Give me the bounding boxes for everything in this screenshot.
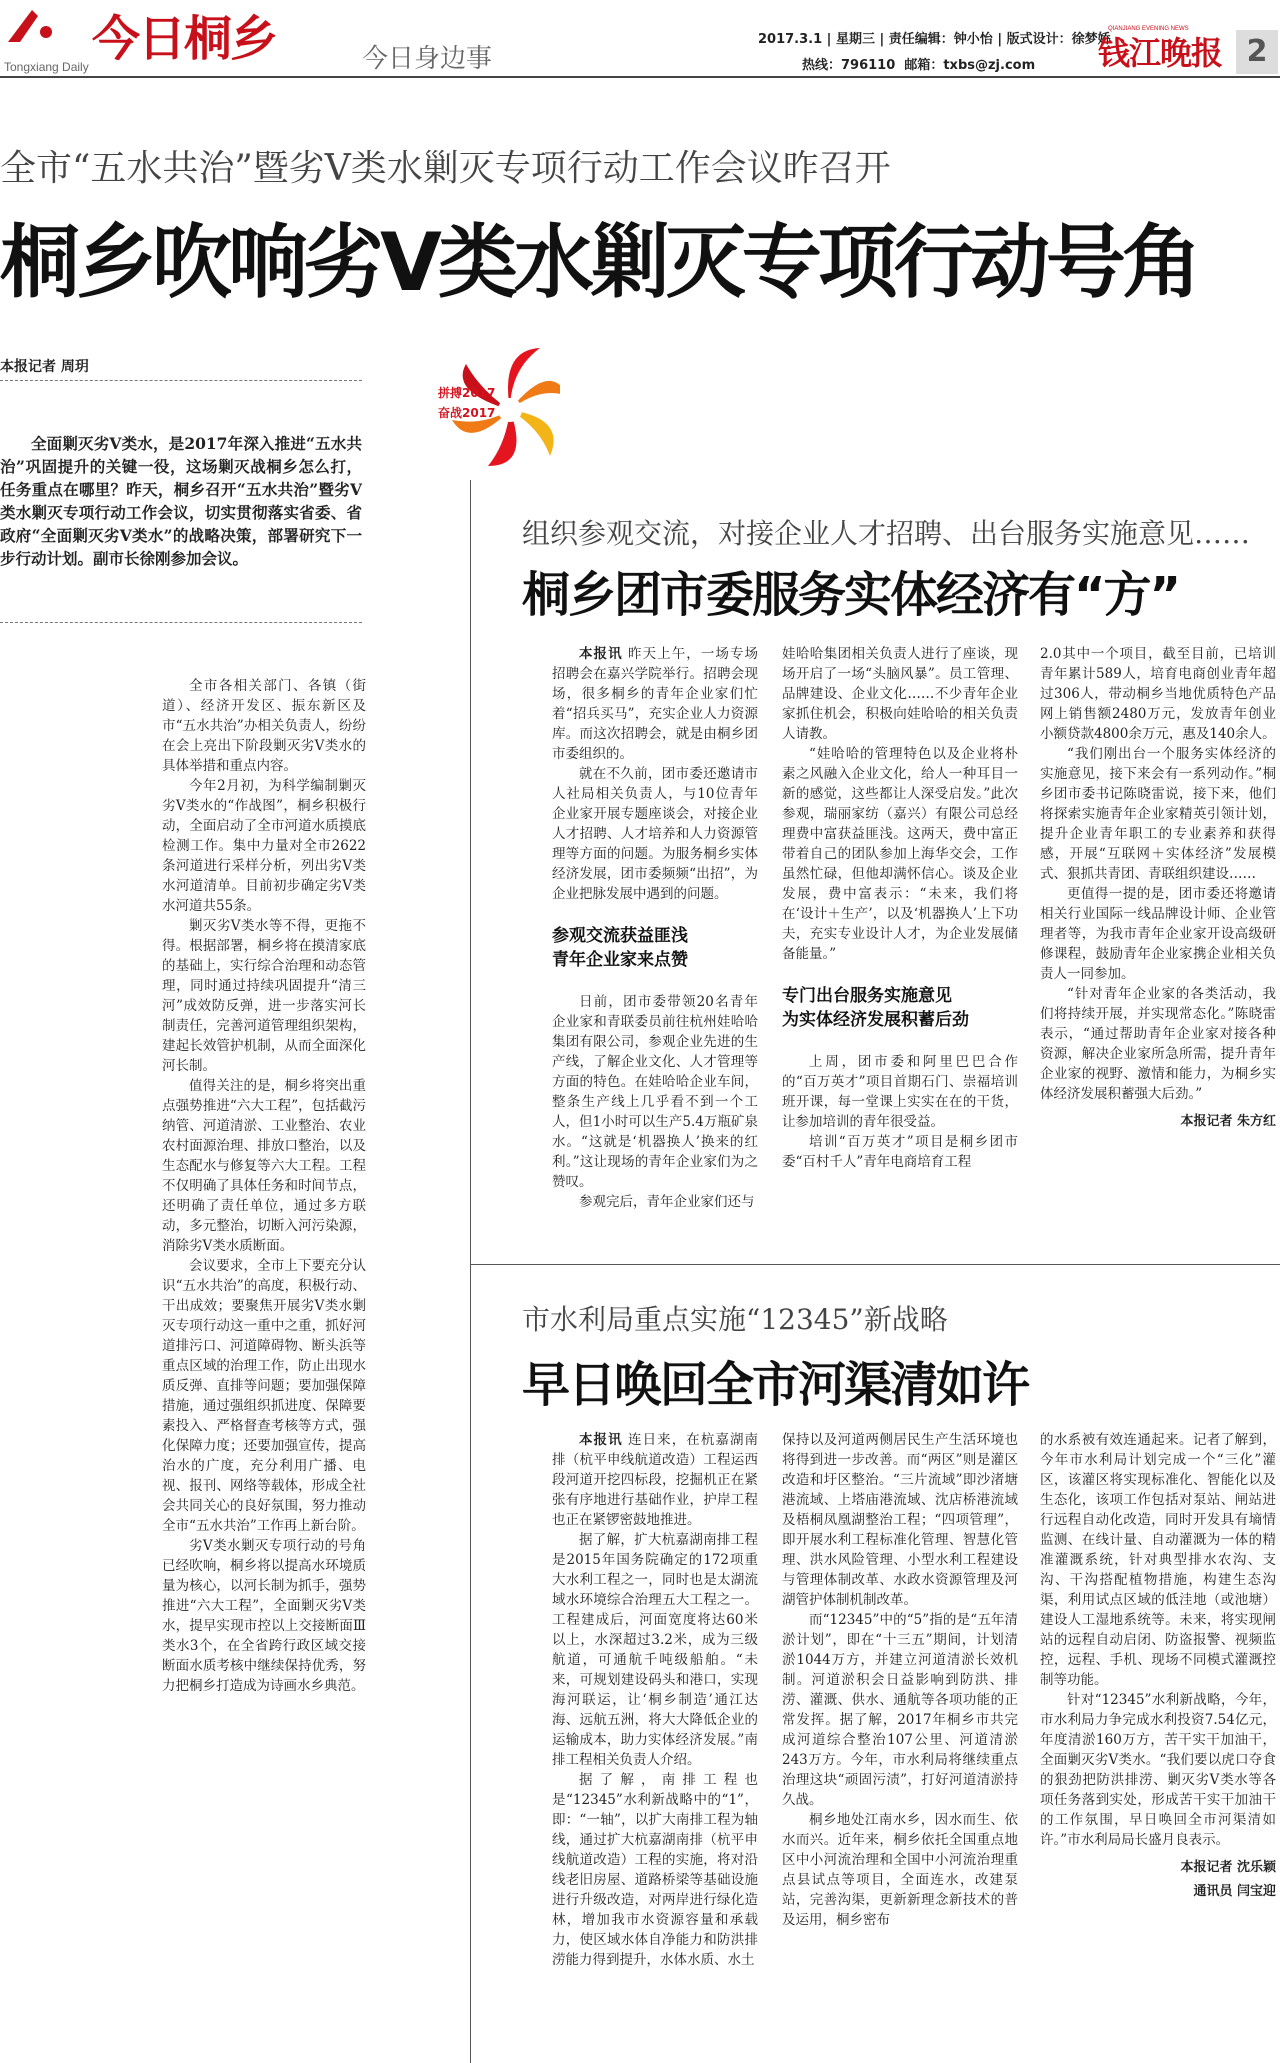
- story3-headline: 早日唤回全市河渠清如许: [522, 1357, 1029, 1413]
- contact-meta: [802, 54, 1035, 73]
- story2-col3: [1040, 644, 1276, 1132]
- story3-col3: [1040, 1430, 1276, 1902]
- page-number: 2: [1236, 30, 1278, 74]
- paragraph: 的水系被有效连通起来。记者了解到，今年市水利局计划完成一个“三化”灌区，该灌区将实现标准化、智能化以及生态化，该项工作包括对泵站、闸站进行远程自动化改造，同时开发具有墒情监测、在线计量、自动灌溉为一体的精准灌溉系统，针对典型排水农沟、支沟、干沟搭配植物措施，构建生态沟渠，利用试点区域的低洼地（或池塘）建设人工湿地系统等。未来，将实现闸站的远程自动启闭、防盗报警、视频监控，远程、手机、现场不同模式灌溉控制等功能。: [1040, 1432, 1276, 1688]
- masthead-divider: [0, 76, 1280, 78]
- story1-headline: 桐乡吹响劣Ⅴ类水剿灭专项行动号角: [0, 216, 1198, 309]
- story1-body: [162, 676, 366, 1696]
- lead-text: 昨天上午，一场专场招聘会在嘉兴学院举行。招聘会现场，很多桐乡的青年企业家们忙着“招兵买马”，充实企业人力资源库。而这次招聘会，就是由桐乡团市委组织的。: [552, 646, 759, 762]
- paragraph: 更值得一提的是，团市委还将邀请相关行业国际一线品牌设计师、企业管理者等，为我市青年企业家开设高级研修课程，鼓励青年企业家携企业相关负责人一同参加。: [1040, 886, 1276, 982]
- badge-line1: 拼搏2017: [438, 386, 496, 400]
- story3-kicker: 市水利局重点实施“12345”新战略: [522, 1303, 948, 1336]
- paragraph: 针对“12345”水利新战略，今年，市水利局力争完成水利投资7.54亿元，年度清淤160万方，苦干实干加油干，全面剿灭劣Ⅴ类水。“我们要以虎口夺食的狠劲把防洪排涝、剿灭劣Ⅴ类水等各项任务落到实处，形成苦干实干加油干的工作氛围，早日唤回全市河渠清如许。”市水利局局长盛月良表示。: [1040, 1692, 1276, 1848]
- brand-en: QIANJIANG EVENING NEWS: [1108, 26, 1189, 32]
- issue-weekday: 星期三: [835, 32, 875, 47]
- story2-col1: [552, 644, 758, 1212]
- badge-line2: 奋战2017: [438, 406, 496, 420]
- story1-kicker: 全市“五水共治”暨劣Ⅴ类水剿灭专项行动工作会议昨召开: [0, 148, 891, 189]
- paragraph: “针对青年企业家的各类活动，我们将持续开展，并实现常态化。”陈晓雷表示，“通过帮助青年企业家对接各种资源，解决企业家所急所需，提升青年企业家的视野、激情和能力，为桐乡实体经济发展积蓄强大后劲。”: [1040, 986, 1276, 1102]
- paragraph: 娃哈哈集团相关负责人进行了座谈，现场开启了一场“头脑风暴”。员工管理、品牌建设、企业文化……不少青年企业家抓住机会，积极向娃哈哈的相关负责人请教。: [782, 646, 1018, 742]
- news-label: 本报讯: [579, 646, 623, 662]
- paragraph: 2.0其中一个项目，截至目前，已培训青年累计589人，培育电商创业青年超过306人，带动桐乡当地优质特色产品网上销售额2480万元，发放青年创业小额贷款4800余万元，惠及140余人。: [1040, 646, 1276, 742]
- issue-date: 2017.3.1: [758, 32, 823, 47]
- paragraph: 劣Ⅴ类水剿灭专项行动的号角已经吹响，桐乡将以提高水环境质量为核心，以河长制为抓手，强势推进“六大工程”，全面剿灭劣Ⅴ类水，提早实现市控以上交接断面Ⅲ类水3个，在全省跨行政区域交接断面水质考核中继续保持优秀，努力把桐乡打造成为诗画水乡典范。: [162, 1538, 366, 1694]
- paragraph: 参观完后，青年企业家们还与: [579, 1194, 755, 1210]
- story2-signature: 本报记者 朱方红: [1180, 1114, 1276, 1129]
- paper-name: 今日桐乡: [92, 11, 277, 67]
- paragraph: “娃哈哈的管理特色以及企业将朴素之风融入企业文化，给人一种耳目一新的感觉，这些都让人深受启发。”此次参观，瑞丽家纺（嘉兴）有限公司总经理费中富获益匪浅。这两天，费中富正带着自己的团队参加上海华交会，工作虽然忙碌，但他却满怀信心。谈及企业发展，费中富表示：“未来，我们将在‘设计＋生产’，以及‘机器换人’上下功夫，充实专业设计人才，为企业发展储备能量。”: [782, 746, 1018, 962]
- paragraph: 据了解，南排工程也是“12345”水利新战略中的“1”，即：“一轴”，以扩大南排工程为轴线，通过扩大杭嘉湖南排（杭平申线航道改造）工程的实施，将对沿线老旧房屋、道路桥梁等基础设施进行升级改造，对两岸进行绿化造林，增加我市水资源容量和承载力，使区域水体自净能力和防洪排涝能力得到提升，水体水质、水土: [552, 1772, 758, 1968]
- paragraph: “我们刚出台一个服务实体经济的实施意见，接下来会有一系列动作。”桐乡团市委书记陈晓雷说，接下来，他们将探索实施青年企业家精英引领计划，提升企业青年职工的专业素养和获得感，开展“互联网＋实体经济”发展模式、狠抓共青团、青联组织建设……: [1040, 746, 1276, 882]
- story3-signature-correspondent: 通讯员 闫宝迎: [1193, 1884, 1276, 1899]
- paragraph: 上周，团市委和阿里巴巴合作的“百万英才”项目首期石门、崇福培训班开课，每一堂课上实实在在的干货，让参加培训的青年很受益。: [782, 1054, 1018, 1130]
- story2-headline: 桐乡团市委服务实体经济有“方”: [522, 567, 1180, 623]
- story1-byline: 本报记者 周玥: [0, 359, 89, 375]
- paragraph: 值得关注的是，桐乡将突出重点强势推进“六大工程”，包括截污纳管、河道清淤、工业整治、农业农村面源治理、排放口整治，以及生态配水与修复等六大工程。工程不仅明确了具体任务和时间节点，还明确了责任单位，通过多方联动，多元整治，切断入河污染源，消除劣Ⅴ类水质断面。: [162, 1078, 366, 1254]
- story1-lead: 全面剿灭劣Ⅴ类水，是2017年深入推进“五水共治”巩固提升的关键一役，这场剿灭战桐乡怎么打，任务重点在哪里？昨天，桐乡召开“五水共治”暨劣Ⅴ类水剿灭专项行动工作会议，切实贯彻落实省委、省政府“全面剿灭劣Ⅴ类水”的战略决策，部署研究下一步行动计划。副市长徐刚参加会议。: [0, 434, 362, 568]
- paragraph: [552, 1430, 758, 1530]
- section-divider: [470, 1264, 1280, 1265]
- email: 邮箱：txbs@zj.com: [904, 58, 1036, 73]
- dashed-divider: [0, 380, 362, 381]
- paragraph: 桐乡地处江南水乡，因水而生、依水而兴。近年来，桐乡依托全国重点地区中小河流治理和全国中小河流治理重点县试点等项目，全面连水，改建泵站，完善沟渠，更新新理念新技术的普及运用，桐乡密布: [782, 1812, 1018, 1928]
- paper-name-en: Tongxiang Daily: [4, 60, 89, 74]
- paragraph: 剿灭劣Ⅴ类水等不得，更拖不得。根据部署，桐乡将在摸清家底的基础上，实行综合治理和动态管理，同时通过持续巩固提升“清三河”成效防反弹，进一步落实河长制责任，完善河道管理组织架构，建起长效管护机制，从而全面深化河长制。: [162, 918, 366, 1074]
- story2-col2: [782, 644, 1018, 1172]
- story2-kicker: 组织参观交流，对接企业人才招聘、出台服务实施意见……: [522, 517, 1251, 550]
- paragraph: 保持以及河道两侧居民生产生活环境也将得到进一步改善。而“两区”则是灌区改造和圩区整治。“三片流域”即沙渚塘港流域、上塔庙港流域、沈店桥港流域及梧桐凤凰湖整治工程；“四项管理”，即开展水利工程标准化管理、智慧化管理、洪水风险管理、小型水利工程建设与管理体制改革、水政水资源管理及河湖管护体制机制改革。: [782, 1432, 1018, 1608]
- paragraph: [552, 644, 758, 764]
- lead-text: 连日来，在杭嘉湖南排（杭平申线航道改造）工程运西段河道开挖四标段，挖掘机正在紧张有序地进行基础作业，护岸工程也正在紧锣密鼓地推进。: [552, 1432, 759, 1528]
- issue-meta: 2017.3.1 | 星期三 | 责任编辑：钟小怡 | 版式设计：徐梦娇: [758, 32, 1111, 47]
- brand-logo: 钱江晚报: [1098, 34, 1223, 72]
- dashed-divider: [0, 622, 362, 623]
- paragraph: 据了解，扩大杭嘉湖南排工程是2015年国务院确定的172项重大水利工程之一，同时也是太湖流域水环境综合治理五大工程之一。工程建成后，河面宽度将达60米以上，水深超过3.2米，成为三级航道，可通航千吨级船舶。“未来，可规划建设码头和港口，实现海河联运，让‘桐乡制造’通江达海、远航五洲，将大大降低企业的运输成本，助力实体经济发展。”南排工程相关负责人介绍。: [552, 1532, 758, 1768]
- paper-logo-icon: [2, 2, 64, 60]
- paragraph: 日前，团市委带领20名青年企业家和青联委员前往杭州娃哈哈集团有限公司，参观企业先进的生产线，了解企业文化、人才管理等方面的特色。在娃哈哈企业车间，整条生产线上几乎看不到一个工人，但1小时可以生产5.4万瓶矿泉水。“这就是‘机器换人’换来的红利。”这让现场的青年企业家们为之赞叹。: [552, 994, 758, 1190]
- paragraph: 而“12345”中的“5”指的是“五年清淤计划”，即在“十三五”期间，计划清淤1044万方，并建立河道清淤长效机制。河道淤积会日益影响到防洪、排涝、灌溉、供水、通航等各项功能的正常发挥。据了解，2017年桐乡市共完成河道综合整治107公里、河道清淤243万方。今年，市水利局将继续重点治理这块“顽固污渍”，打好河道清淤持久战。: [782, 1612, 1018, 1808]
- paragraph: 全市各相关部门、各镇（街道）、经济开发区、振东新区及市“五水共治”办相关负责人，纷纷在会上亮出下阶段剿灭劣Ⅴ类水的具体举措和重点内容。: [162, 678, 366, 774]
- editors: 责任编辑：钟小怡 | 版式设计：徐梦娇: [888, 32, 1111, 47]
- paragraph: 培训“百万英才”项目是桐乡团市委“百村千人”青年电商培育工程: [782, 1134, 1018, 1170]
- hotline: 热线：796110: [802, 58, 896, 73]
- story2-subhead2: 专门出台服务实施意见 为实体经济发展积蓄后劲: [782, 986, 969, 1030]
- news-label: 本报讯: [579, 1432, 623, 1448]
- paragraph: 今年2月初，为科学编制剿灭劣Ⅴ类水的“作战图”，桐乡积极行动，全面启动了全市河道水质摸底检测工作。集中力量对全市2622条河道进行采样分析，列出劣Ⅴ类水河道清单。目前初步确定劣Ⅴ类水河道共55条。: [162, 778, 366, 914]
- section-title: 今日身边事: [362, 44, 493, 74]
- story3-signature-reporter: 本报记者 沈乐颖: [1180, 1860, 1276, 1875]
- paragraph: 会议要求，全市上下要充分认识“五水共治”的高度，积极行动、干出成效；要聚焦开展劣Ⅴ类水剿灭专项行动这一重中之重，抓好河道排污口、河道障碍物、断头浜等重点区域的治理工作，防止出现水质反弹、直排等问题；要加强保障措施，通过强组织抓进度、保障要素投入、严格督查考核等方式，强化保障力度；还要加强宣传，提高治水的广度，充分利用广播、电视、报刊、网络等载体，形成全社会共同关心的良好氛围，努力推动全市“五水共治”工作再上新台阶。: [162, 1258, 366, 1534]
- badge-text: [438, 383, 495, 423]
- story3-col1: [552, 1430, 758, 1970]
- paragraph: 就在不久前，团市委还邀请市人社局相关负责人，与10位青年企业家开展专题座谈会，对接企业人才招聘、人才培养和人力资源管理等方面的问题。为服务桐乡实体经济发展，团市委频频“出招”，为企业把脉发展中遇到的问题。: [552, 766, 758, 902]
- story3-col2: [782, 1430, 1018, 1930]
- story2-subhead1: 参观交流获益匪浅 青年企业家来点赞: [552, 926, 688, 970]
- column-divider: [470, 480, 471, 2063]
